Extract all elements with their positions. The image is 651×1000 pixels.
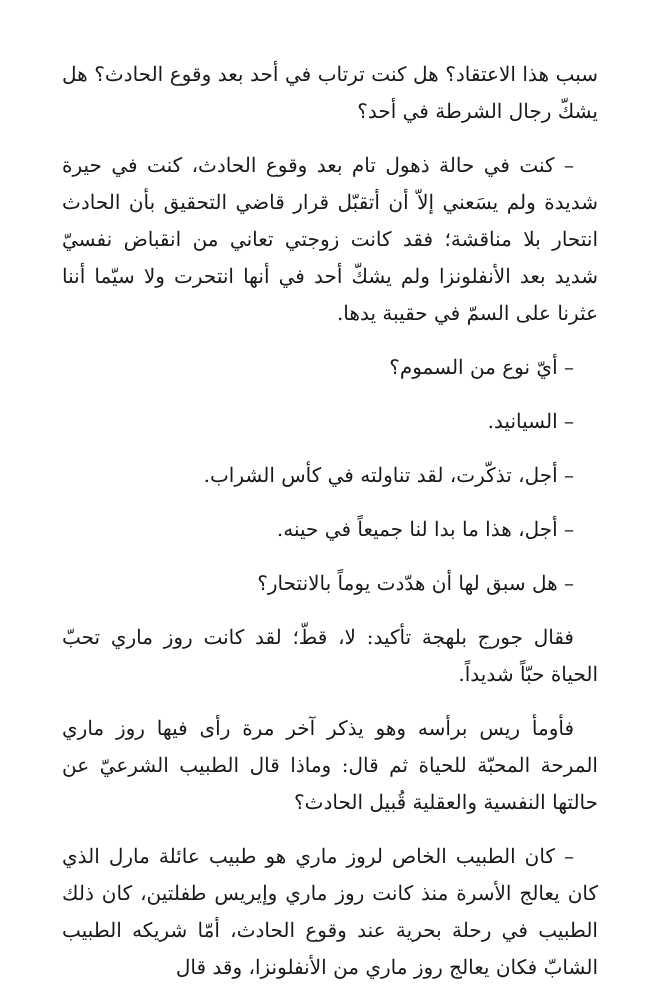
paragraph-dialogue: – أجل، تذكّرت، لقد تناولته في كأس الشراب.: [203, 463, 574, 487]
paragraph-dialogue: – هل سبق لها أن هدّدت يوماً بالانتحار؟: [257, 571, 574, 595]
paragraph-dialogue: – كنت في حالة ذهول تام بعد وقوع الحادث، كنت في حيرة شديدة ولم يسَعني إلاّ أن أتقبّل قرار قاضي التحقيق بأن الحادث انتحار بلا مناقشة؛ فقد كانت زوجتي تعاني من انقباض نفسيّ شديد بعد الأنفلونزا ولم يشكّ أحد في أنها انتحرت ولا سيّما أننا عثرنا على السمّ في حقيبة يدها.: [62, 153, 598, 325]
paragraph-narration: فقال جورج بلهجة تأكيد: لا، قطّ؛ لقد كانت روز ماري تحبّ الحياة حبّاً شديداً.: [62, 625, 598, 686]
paragraph-dialogue: – أجل، هذا ما بدا لنا جميعاً في حينه.: [276, 517, 574, 541]
paragraph-dialogue: – كان الطبيب الخاص لروز ماري هو طبيب عائلة مارل الذي كان يعالج الأسرة منذ كانت روز ماري وإيريس طفلتين، كان ذلك الطبيب في رحلة بحرية عند وقوع الحادث، أمّا شريكه الطبيب الشابّ فكان يعالج روز ماري من الأنفلونزا، وقد قال: [62, 844, 598, 979]
paragraph-dialogue: – أيّ نوع من السموم؟: [389, 355, 574, 379]
book-page: [62, 56, 598, 1000]
paragraph-narration: فأومأ ريس برأسه وهو يذكر آخر مرة رأى فيها روز ماري المرحة المحبّة للحياة ثم قال: وماذا قال الطبيب الشرعيّ عن حالتها النفسية والعقلية قُبيل الحادث؟: [62, 716, 598, 814]
paragraph-continuation: سبب هذا الاعتقاد؟ هل كنت ترتاب في أحد بعد وقوع الحادث؟ هل يشكّ رجال الشرطة في أحد؟: [62, 62, 598, 123]
paragraph-dialogue: – السيانيد.: [487, 409, 574, 433]
